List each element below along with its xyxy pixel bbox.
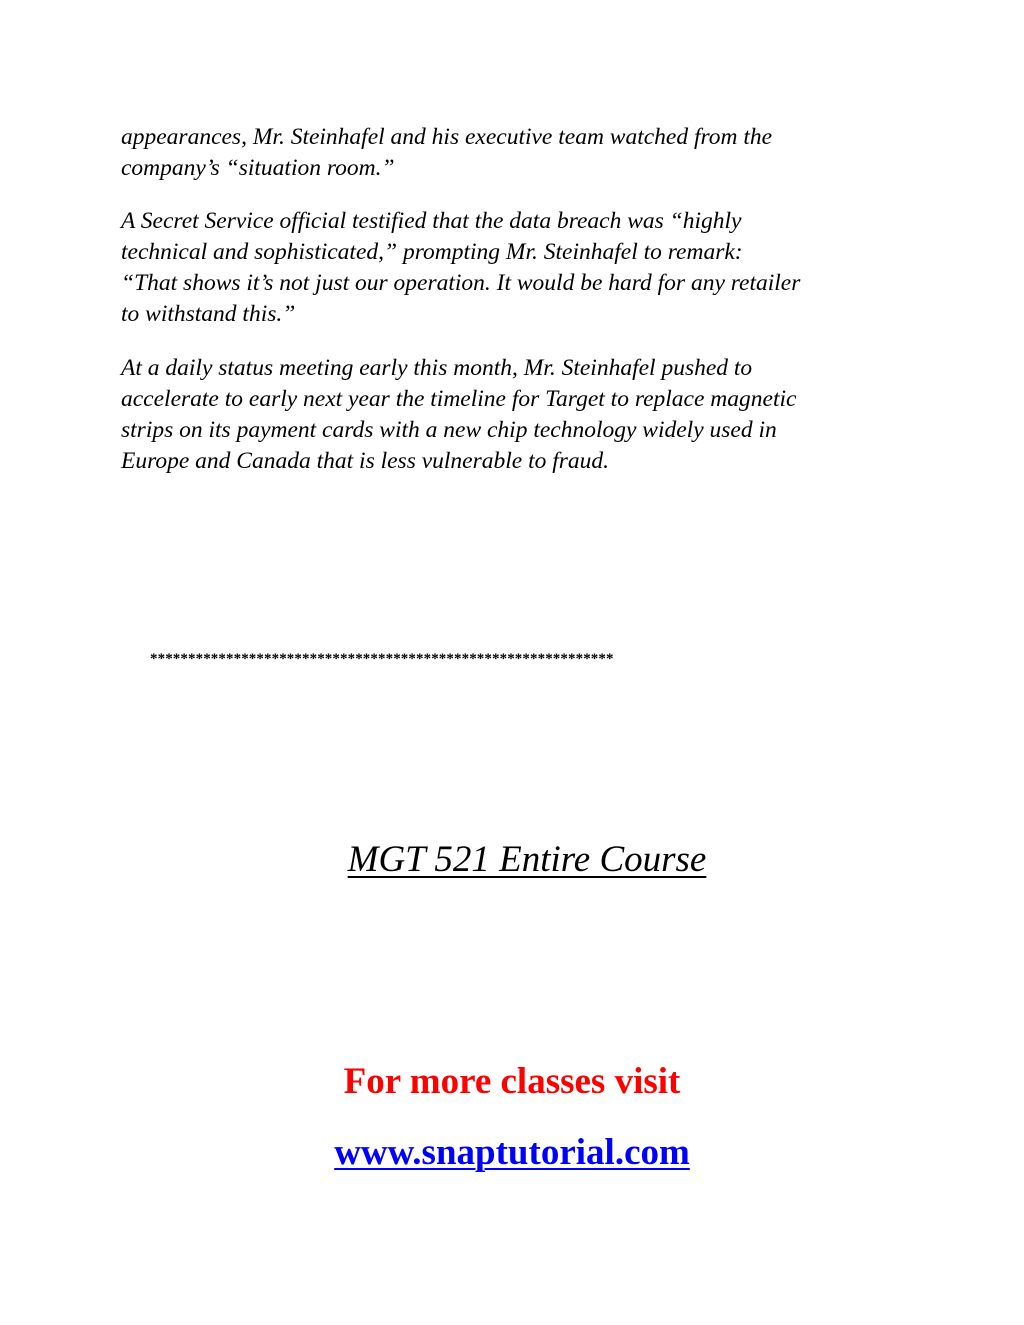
- paragraph-line: Europe and Canada that is less vulnerable to fraud.: [121, 448, 610, 474]
- paragraph-line: technical and sophisticated,” prompting Mr. Steinhafel to remark:: [121, 239, 743, 265]
- course-title: MGT 521 Entire Course: [347, 839, 707, 880]
- paragraph-line: At a daily status meeting early this month, Mr. Steinhafel pushed to: [121, 355, 753, 381]
- article-paragraph-1: [121, 122, 921, 184]
- paragraph-line: accelerate to early next year the timeline for Target to replace magnetic: [121, 386, 797, 412]
- paragraph-line: to withstand this.”: [121, 301, 296, 327]
- asterisk-separator: *************************************************************: [150, 651, 614, 667]
- website-link[interactable]: www.snaptutorial.com: [334, 1132, 690, 1173]
- paragraph-line: appearances, Mr. Steinhafel and his executive team watched from the: [121, 124, 773, 150]
- paragraph-line: A Secret Service official testified that the data breach was “highly: [121, 208, 742, 234]
- article-paragraph-2: [121, 206, 921, 330]
- article-paragraph-3: [121, 353, 921, 477]
- paragraph-line: company’s “situation room.”: [121, 155, 395, 181]
- paragraph-line: “That shows it’s not just our operation. It would be hard for any retailer: [121, 270, 801, 296]
- promo-visit-text: For more classes visit: [343, 1061, 681, 1102]
- promo-link-wrapper: [0, 1129, 1024, 1177]
- paragraph-line: strips on its payment cards with a new chip technology widely used in: [121, 417, 777, 443]
